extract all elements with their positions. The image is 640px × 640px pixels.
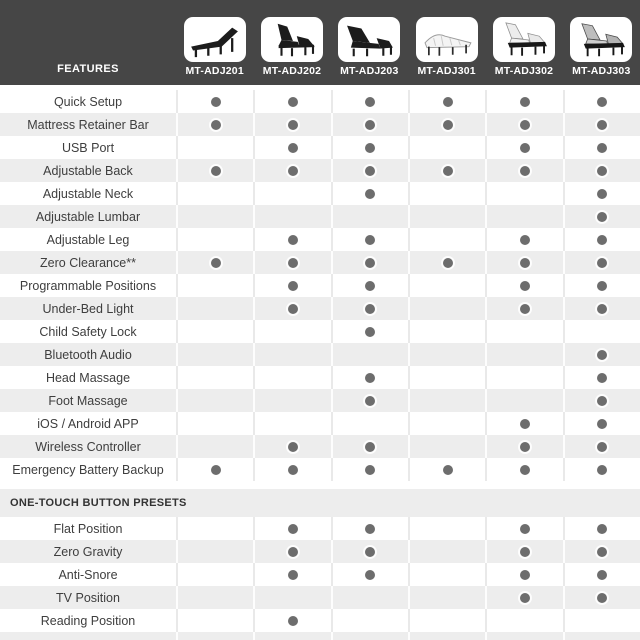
availability-cell [408,182,485,205]
feature-row [0,366,640,389]
availability-cell [176,632,253,640]
availability-dot-icon [597,304,607,314]
availability-cell [485,343,562,366]
feature-row [0,609,640,632]
availability-dot-icon [288,281,298,291]
availability-cell [485,632,562,640]
availability-dot-icon [597,235,607,245]
bed-mt-adj202-icon [263,19,321,61]
availability-cell [485,320,562,343]
availability-dot-icon [365,235,375,245]
availability-dot-icon [365,120,375,130]
availability-cell [563,113,640,136]
availability-cell [485,517,562,540]
availability-dot-icon [597,166,607,176]
availability-dot-icon [520,258,530,268]
availability-cell [331,274,408,297]
availability-dot-icon [443,97,453,107]
availability-dot-icon [365,258,375,268]
feature-row [0,182,640,205]
availability-cell [331,182,408,205]
availability-cell [176,343,253,366]
availability-cell [408,632,485,640]
bed-mt-adj302-icon [495,19,553,61]
feature-row [0,563,640,586]
availability-cell [408,389,485,412]
availability-dot-icon [288,166,298,176]
feature-row [0,343,640,366]
bed-mt-adj301-icon [418,19,476,61]
availability-cell [253,609,330,632]
feature-row [0,228,640,251]
feature-row [0,274,640,297]
availability-cell [331,297,408,320]
availability-cell [253,228,330,251]
availability-dot-icon [288,143,298,153]
availability-dot-icon [520,524,530,534]
feature-label: Foot Massage [48,393,128,408]
availability-dot-icon [597,212,607,222]
availability-cell [176,90,253,113]
availability-dot-icon [211,166,221,176]
availability-cell [176,586,253,609]
feature-row [0,113,640,136]
feature-row [0,297,640,320]
availability-cell [331,205,408,228]
availability-cell [563,389,640,412]
product-tile [416,17,478,62]
availability-dot-icon [288,524,298,534]
availability-dot-icon [597,281,607,291]
availability-cell [331,90,408,113]
feature-row [0,205,640,228]
feature-label: Reading Position [40,613,136,628]
availability-cell [176,320,253,343]
availability-cell [563,205,640,228]
availability-dot-icon [288,97,298,107]
availability-cell [176,274,253,297]
availability-cell [485,274,562,297]
availability-dot-icon [365,97,375,107]
availability-cell [253,113,330,136]
availability-dot-icon [365,189,375,199]
availability-dot-icon [520,235,530,245]
availability-cell [408,251,485,274]
availability-cell [253,136,330,159]
product-tile [570,17,632,62]
feature-row [0,320,640,343]
availability-cell [408,320,485,343]
availability-dot-icon [365,547,375,557]
feature-row [0,586,640,609]
feature-row [0,517,640,540]
availability-cell [331,343,408,366]
availability-cell [563,182,640,205]
product-tile [338,17,400,62]
availability-dot-icon [597,442,607,452]
feature-table-body [0,85,640,640]
product-column-mt-adj303 [563,0,640,85]
availability-dot-icon [520,304,530,314]
availability-dot-icon [365,465,375,475]
availability-dot-icon [288,616,298,626]
availability-cell [331,435,408,458]
availability-cell [485,563,562,586]
availability-dot-icon [520,143,530,153]
availability-cell [253,412,330,435]
availability-cell [408,90,485,113]
product-column-mt-adj203 [331,0,408,85]
availability-cell [331,251,408,274]
availability-cell [408,136,485,159]
availability-dot-icon [443,258,453,268]
availability-cell [253,205,330,228]
availability-cell [176,540,253,563]
availability-cell [408,609,485,632]
product-tile [261,17,323,62]
product-model-label: MT-ADJ202 [262,65,322,77]
availability-cell [176,251,253,274]
product-column-mt-adj302 [485,0,562,85]
availability-cell [176,435,253,458]
feature-label: Anti-Snore [58,567,118,582]
availability-dot-icon [288,547,298,557]
availability-dot-icon [520,547,530,557]
availability-cell [408,205,485,228]
availability-cell [485,113,562,136]
feature-label: Programmable Positions [19,278,157,293]
availability-cell [485,90,562,113]
section-header: ONE-TOUCH BUTTON PRESETS [0,489,640,517]
feature-label: Adjustable Lumbar [35,209,141,224]
availability-dot-icon [597,120,607,130]
availability-dot-icon [288,465,298,475]
feature-label: Zero Gravity [53,544,123,559]
availability-cell [408,563,485,586]
availability-cell [485,182,562,205]
product-model-label: MT-ADJ303 [572,65,631,77]
availability-dot-icon [443,465,453,475]
availability-dot-icon [211,97,221,107]
availability-cell [176,412,253,435]
availability-dot-icon [597,258,607,268]
availability-cell [563,609,640,632]
feature-row [0,458,640,481]
availability-cell [331,136,408,159]
availability-dot-icon [520,120,530,130]
product-column-mt-adj201 [176,0,253,85]
table-header [0,0,640,85]
availability-cell [408,366,485,389]
availability-dot-icon [597,593,607,603]
availability-cell [253,320,330,343]
availability-dot-icon [211,120,221,130]
availability-cell [253,540,330,563]
availability-cell [485,228,562,251]
feature-label: iOS / Android APP [37,416,139,431]
availability-cell [408,517,485,540]
availability-dot-icon [520,465,530,475]
availability-cell [176,182,253,205]
product-column-mt-adj301 [408,0,485,85]
feature-row [0,251,640,274]
availability-cell [485,366,562,389]
availability-dot-icon [597,419,607,429]
feature-label: Zero Clearance** [40,255,136,270]
availability-cell [563,136,640,159]
product-column-mt-adj202 [253,0,330,85]
availability-cell [408,343,485,366]
availability-dot-icon [365,327,375,337]
availability-cell [176,563,253,586]
availability-dot-icon [365,281,375,291]
availability-cell [408,297,485,320]
availability-cell [331,389,408,412]
availability-cell [485,159,562,182]
availability-cell [176,205,253,228]
feature-label: Head Massage [45,370,131,385]
product-model-label: MT-ADJ201 [185,65,244,77]
availability-cell [408,586,485,609]
availability-cell [408,435,485,458]
availability-cell [331,366,408,389]
availability-cell [563,586,640,609]
availability-cell [563,412,640,435]
availability-dot-icon [520,166,530,176]
availability-cell [331,563,408,586]
availability-cell [485,435,562,458]
availability-dot-icon [365,524,375,534]
availability-cell [253,586,330,609]
availability-cell [485,205,562,228]
availability-cell [176,366,253,389]
availability-dot-icon [597,465,607,475]
feature-label: USB Port [61,140,115,155]
availability-cell [408,159,485,182]
feature-label: Under-Bed Light [42,301,134,316]
availability-cell [408,228,485,251]
availability-cell [563,366,640,389]
product-tile [184,17,246,62]
availability-cell [563,632,640,640]
availability-dot-icon [597,189,607,199]
availability-cell [485,586,562,609]
availability-dot-icon [365,143,375,153]
availability-dot-icon [443,120,453,130]
feature-row [0,159,640,182]
availability-dot-icon [365,166,375,176]
availability-cell [253,632,330,640]
availability-cell [331,458,408,481]
availability-cell [253,182,330,205]
availability-cell [485,609,562,632]
feature-label: Adjustable Back [43,163,133,178]
availability-dot-icon [288,258,298,268]
product-model-label: MT-ADJ301 [417,65,476,77]
feature-label: Emergency Battery Backup [12,462,164,477]
availability-cell [563,251,640,274]
availability-dot-icon [443,166,453,176]
availability-dot-icon [288,120,298,130]
availability-cell [253,517,330,540]
availability-cell [253,389,330,412]
availability-cell [331,159,408,182]
availability-dot-icon [365,373,375,383]
filler-row [0,632,640,640]
product-tile [493,17,555,62]
availability-cell [485,458,562,481]
availability-dot-icon [520,442,530,452]
availability-dot-icon [520,570,530,580]
availability-cell [253,90,330,113]
availability-cell [331,517,408,540]
availability-cell [253,343,330,366]
availability-cell [563,435,640,458]
availability-dot-icon [520,593,530,603]
feature-label: Flat Position [53,521,123,536]
availability-cell [408,274,485,297]
availability-cell [253,297,330,320]
features-header-label: FEATURES [57,63,119,75]
availability-dot-icon [288,570,298,580]
feature-row [0,435,640,458]
availability-cell [176,159,253,182]
availability-dot-icon [597,373,607,383]
availability-cell [408,412,485,435]
availability-cell [563,228,640,251]
availability-cell [331,540,408,563]
feature-label: Bluetooth Audio [44,347,132,362]
availability-dot-icon [520,419,530,429]
availability-dot-icon [597,143,607,153]
availability-cell [176,228,253,251]
availability-dot-icon [597,547,607,557]
availability-dot-icon [520,97,530,107]
availability-cell [176,113,253,136]
feature-row [0,90,640,113]
availability-cell [253,251,330,274]
availability-cell [563,517,640,540]
availability-dot-icon [597,396,607,406]
availability-cell [176,609,253,632]
availability-cell [485,136,562,159]
availability-dot-icon [597,570,607,580]
availability-cell [331,632,408,640]
availability-cell [408,540,485,563]
availability-cell [253,159,330,182]
availability-cell [563,458,640,481]
availability-cell [331,320,408,343]
availability-cell [253,458,330,481]
feature-label: Mattress Retainer Bar [27,117,149,132]
availability-cell [563,297,640,320]
availability-cell [253,274,330,297]
features-header-cell [0,0,176,85]
availability-dot-icon [365,396,375,406]
feature-label: Wireless Controller [35,439,141,454]
product-model-label: MT-ADJ302 [494,65,554,77]
availability-cell [485,251,562,274]
availability-cell [485,389,562,412]
availability-dot-icon [288,304,298,314]
feature-row [0,540,640,563]
availability-cell [563,540,640,563]
availability-cell [331,586,408,609]
availability-dot-icon [288,442,298,452]
availability-cell [485,297,562,320]
feature-row [0,136,640,159]
availability-cell [176,297,253,320]
availability-cell [176,517,253,540]
feature-label: Adjustable Neck [42,186,134,201]
availability-cell [331,412,408,435]
availability-dot-icon [520,281,530,291]
availability-cell [253,435,330,458]
availability-cell [485,540,562,563]
availability-dot-icon [597,524,607,534]
availability-cell [253,563,330,586]
feature-row [0,389,640,412]
feature-row [0,412,640,435]
bed-mt-adj203-icon [340,19,398,61]
feature-label: Quick Setup [53,94,123,109]
availability-dot-icon [288,235,298,245]
feature-label [0,632,176,640]
availability-cell [563,159,640,182]
bed-mt-adj303-icon [572,19,630,61]
availability-cell [176,389,253,412]
availability-dot-icon [365,304,375,314]
availability-dot-icon [365,570,375,580]
availability-cell [563,274,640,297]
availability-dot-icon [597,350,607,360]
availability-dot-icon [211,258,221,268]
availability-dot-icon [597,97,607,107]
availability-cell [253,366,330,389]
availability-cell [485,412,562,435]
feature-label: Adjustable Leg [46,232,130,247]
bed-mt-adj201-icon [186,19,244,61]
availability-cell [331,113,408,136]
availability-cell [563,90,640,113]
availability-cell [331,228,408,251]
availability-cell [176,458,253,481]
availability-cell [563,563,640,586]
availability-cell [563,320,640,343]
availability-cell [176,136,253,159]
feature-label: Child Safety Lock [39,324,137,339]
availability-dot-icon [365,442,375,452]
availability-dot-icon [211,465,221,475]
availability-cell [408,458,485,481]
product-model-label: MT-ADJ203 [340,65,399,77]
feature-label: TV Position [56,590,120,605]
availability-cell [331,609,408,632]
availability-cell [408,113,485,136]
availability-cell [563,343,640,366]
